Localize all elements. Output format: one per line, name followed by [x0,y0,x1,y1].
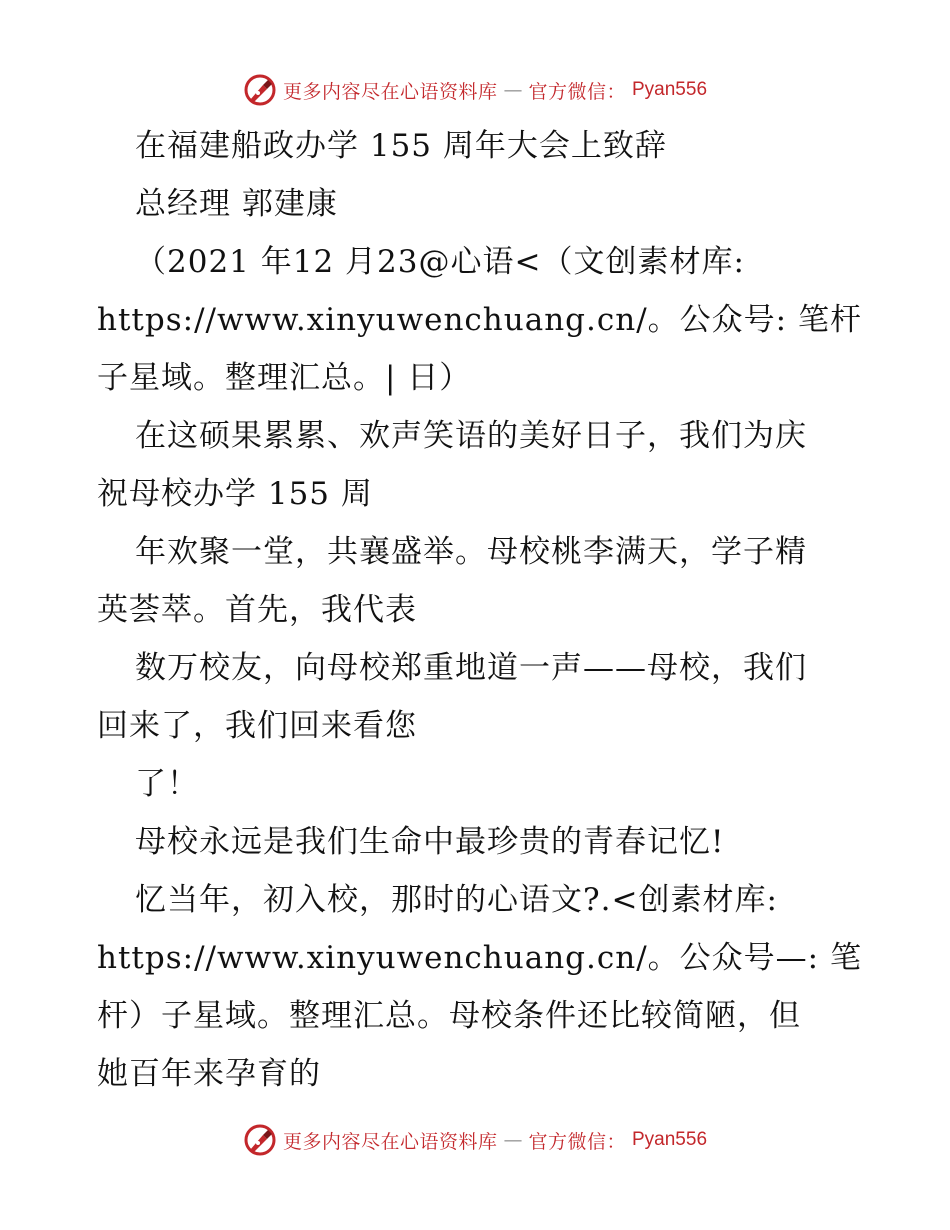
footer-separator: — [503,1129,523,1151]
header-separator: — [503,79,523,101]
document-body [97,117,862,1103]
speech-title: 在福建船政办学 155 周年大会上致辞 [135,128,667,164]
text-line: 数万校友，向母校郑重地道一声——母校，我们 [135,650,807,686]
pen-logo-icon [243,73,277,107]
text-line: 杆）子星域。整理汇总。母校条件还比较简陋，但 [97,998,801,1034]
text-line: https://www.xinyuwenchuang.cn/。公众号—: 笔 [97,940,862,976]
text-line: 英荟萃。首先，我代表 [97,592,417,628]
text-line: 她百年来孕育的 [97,1056,321,1092]
header-brand-text: 更多内容尽在心语资料库 [282,80,498,103]
pen-logo-icon [243,1123,277,1157]
text-line: 子星域。整理汇总。| 日） [97,360,472,396]
text-line: （2021 年12 月23@心语<（文创素材库: [135,244,745,280]
footer-wechat-id: Pyan556 [632,1129,708,1150]
text-line: 在这硕果累累、欢声笑语的美好日子，我们为庆 [135,418,807,454]
text-line: 祝母校办学 155 周 [97,476,373,512]
header-watermark [0,70,950,110]
header-wechat-label: 官方微信： [528,80,626,103]
text-line: 了！ [135,766,199,802]
speaker-line: 总经理 郭建康 [135,186,338,222]
text-line: 年欢聚一堂，共襄盛举。母校桃李满天，学子精 [135,534,807,570]
footer-wechat-label: 官方微信： [528,1130,626,1153]
text-line: 回来了，我们回来看您 [97,708,417,744]
footer-watermark [0,1120,950,1160]
text-line: https://www.xinyuwenchuang.cn/。公众号: 笔杆 [97,302,862,338]
text-line: 母校永远是我们生命中最珍贵的青春记忆! [135,824,725,860]
header-wechat-id: Pyan556 [632,79,708,100]
text-line: 忆当年，初入校，那时的心语文?.<创素材库: [135,882,778,918]
footer-brand-text: 更多内容尽在心语资料库 [282,1130,498,1153]
